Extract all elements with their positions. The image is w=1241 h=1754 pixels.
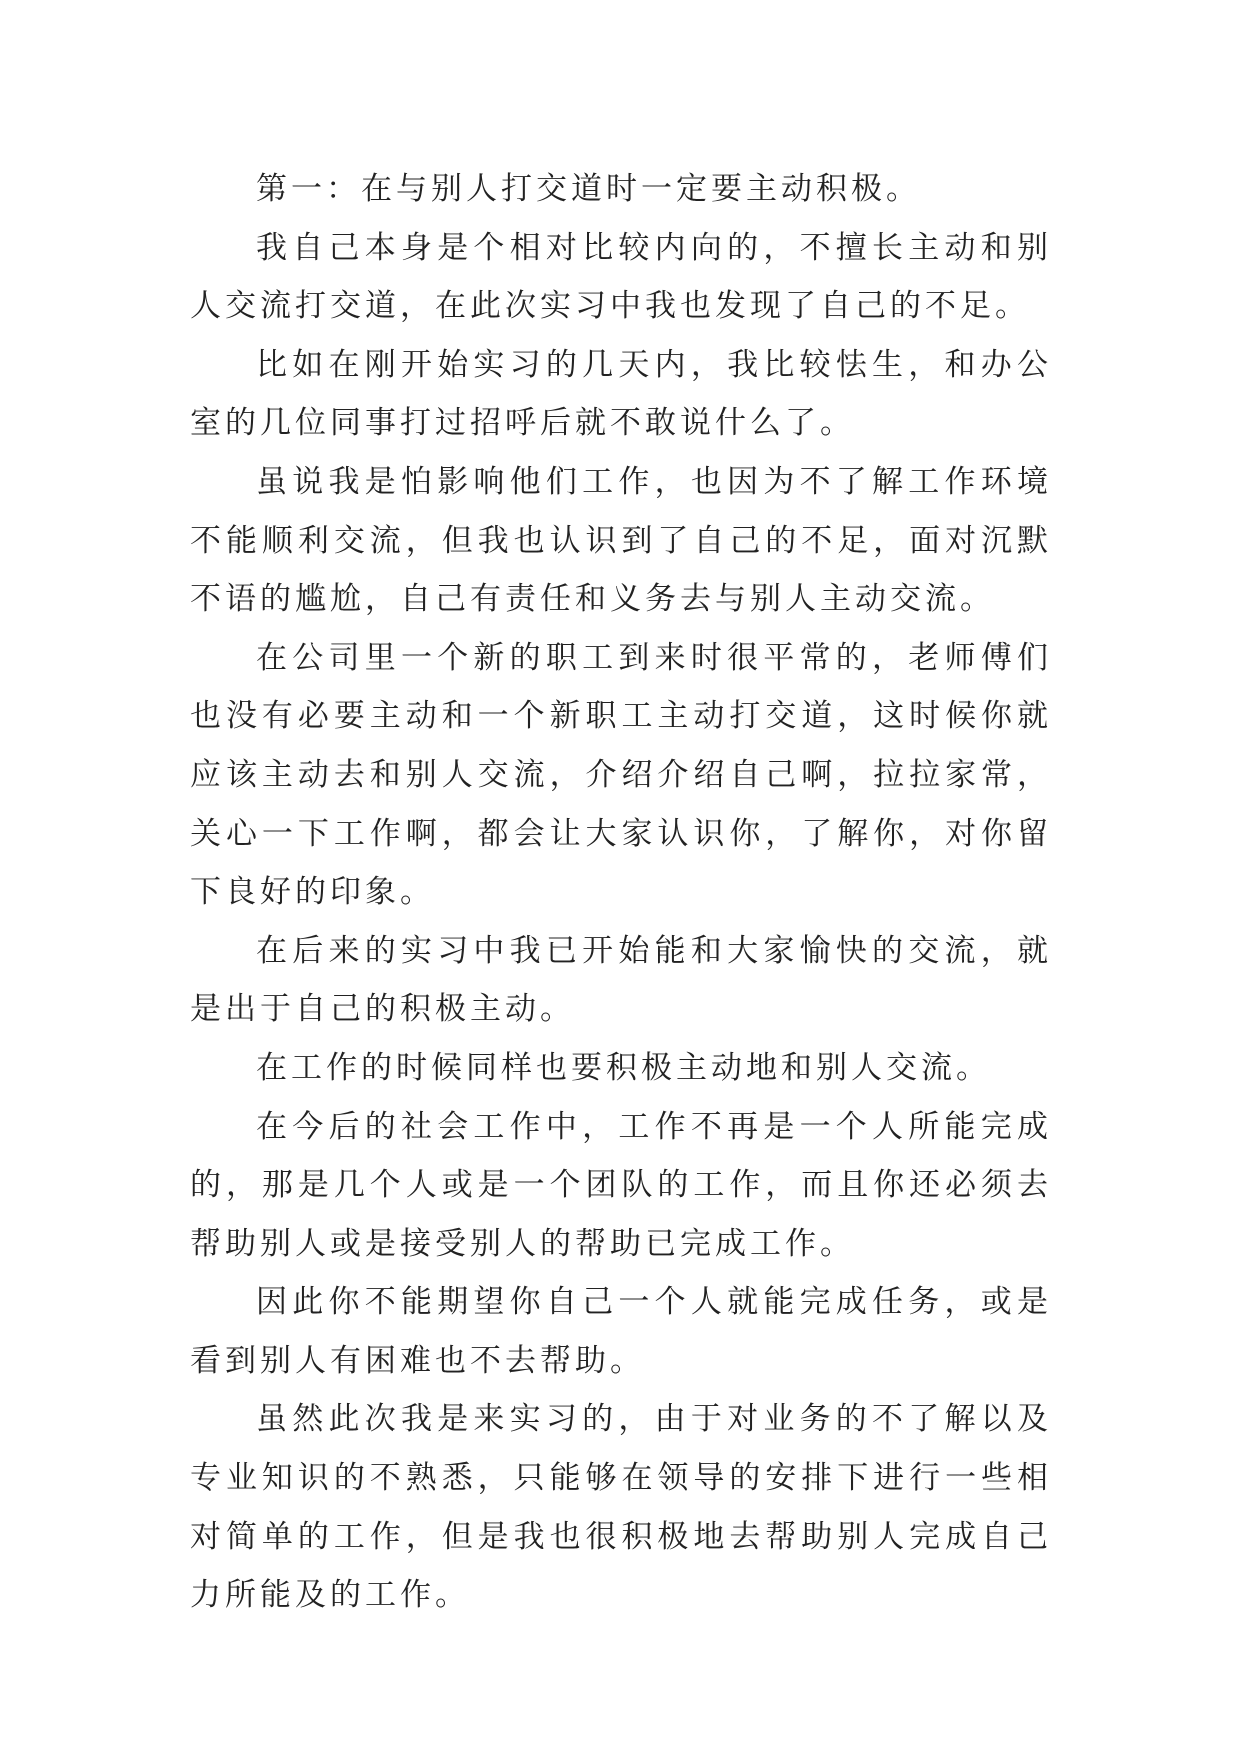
paragraph-3: 比如在刚开始实习的几天内，我比较怯生，和办公室的几位同事打过招呼后就不敢说什么了。 xyxy=(190,346,1052,442)
paragraph-6: 在后来的实习中我已开始能和大家愉快的交流，就是出于自己的积极主动。 xyxy=(190,932,1052,1028)
document-body xyxy=(190,160,1052,1625)
paragraph-2: 我自己本身是个相对比较内向的，不擅长主动和别人交流打交道，在此次实习中我也发现了自己的不足。 xyxy=(190,229,1052,325)
paragraph-1: 第一：在与别人打交道时一定要主动积极。 xyxy=(256,171,921,207)
paragraph-10: 虽然此次我是来实习的，由于对业务的不了解以及专业知识的不熟悉，只能够在领导的安排下进行一些相对简单的工作，但是我也很积极地去帮助别人完成自己力所能及的工作。 xyxy=(190,1401,1052,1614)
paragraph-8: 在今后的社会工作中，工作不再是一个人所能完成的，那是几个人或是一个团队的工作，而且你还必须去帮助别人或是接受别人的帮助已完成工作。 xyxy=(190,1108,1052,1262)
paragraph-9: 因此你不能期望你自己一个人就能完成任务，或是看到别人有困难也不去帮助。 xyxy=(190,1284,1052,1379)
paragraph-7: 在工作的时候同样也要积极主动地和别人交流。 xyxy=(256,1049,991,1086)
paragraph-5: 在公司里一个新的职工到来时很平常的，老师傅们也没有必要主动和一个新职工主动打交道，这时候你就应该主动去和别人交流，介绍介绍自己啊，拉拉家常，关心一下工作啊，都会让大家认识你，了解你，对你留下良好的印象。 xyxy=(190,639,1052,911)
paragraph-4: 虽说我是怕影响他们工作，也因为不了解工作环境不能顺利交流，但我也认识到了自己的不足，面对沉默不语的尴尬，自己有责任和义务去与别人主动交流。 xyxy=(190,463,1052,618)
